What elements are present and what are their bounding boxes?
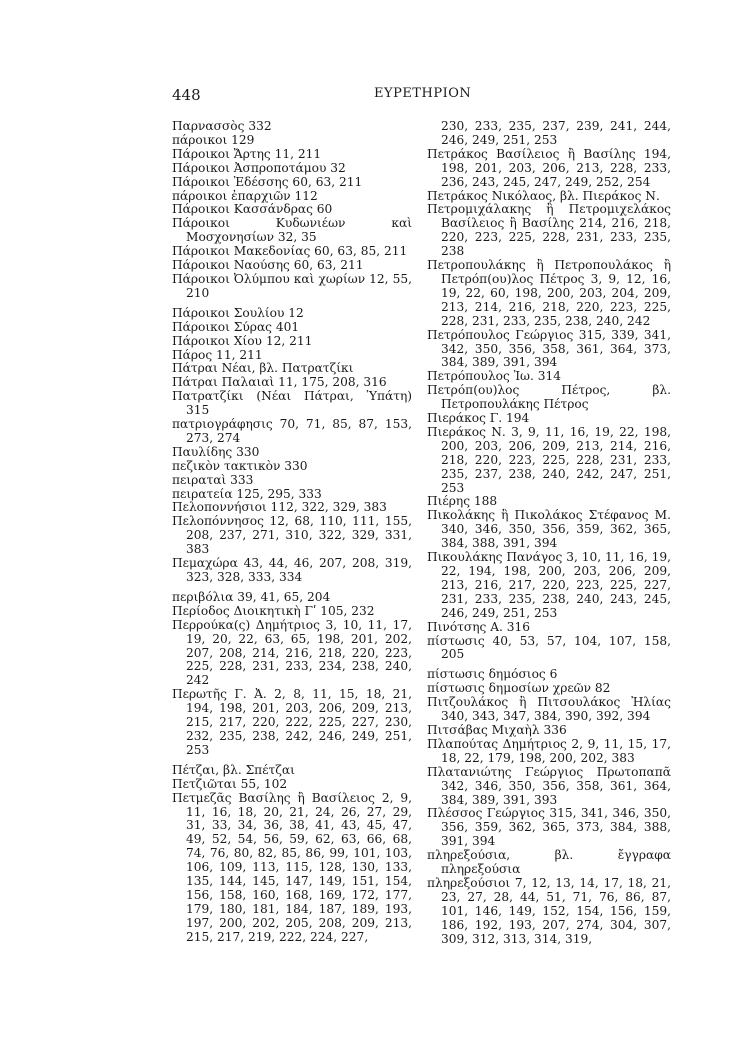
index-entry: Πετμεζᾶς Βασίλης ἢ Βασίλειος 2, 9, 11, 16, 18, 20, 21, 24, 26, 27, 29, 31, 33, 34, 36, 38, 41, 43, 45, 47, 49, 52, 54, 56, 59, 62, 63, 66, 68, 74, 76, 80, 82, 85, 86, 99, 101, 103, 106, 109, 113, 115, 128, 130, 133, 135, 144, 145, 147, 149, 151, 154, 156, 158, 160, 168, 169, 172, 177, 179, 180, 181, 184, 187, 189, 193, 197, 200, 202, 205, 208, 209, 213, 215, 217, 219, 222, 224, 227, <box>172 790 412 944</box>
index-entry: Πάροικοι Ἀσπροποτάμου 32 <box>172 160 346 175</box>
index-entry: Πιέρης 188 <box>427 494 498 509</box>
index-entry: Περρούκα(ς) Δημήτριος 3, 10, 11, 17, 19, 20, 22, 63, 65, 198, 201, 202, 207, 208, 214, 216, 218, 220, 223, 225, 228, 231, 233, 234, 238, 240, 242 <box>172 617 412 688</box>
index-entry: Πιεράκος Γ. 194 <box>427 411 530 426</box>
index-entry: Πάροικοι Μακεδονίας 60, 63, 85, 211 <box>172 244 408 259</box>
index-entry: Πετροπουλάκης ἢ Πετροπουλάκος ἢ Πετρόπ(ου)λος Πέτρος 3, 9, 12, 16, 19, 22, 60, 198, 200, 203, 204, 209, 213, 214, 216, 218, 220, 223, 225, 228, 231, 233, 235, 238, 240, 242 <box>427 258 671 328</box>
index-entry: πληρεξούσιοι 7, 12, 13, 14, 17, 18, 21, 23, 27, 28, 44, 51, 71, 76, 86, 87, 101, 146, 149, 152, 154, 156, 159, 186, 192, 193, 207, 274, 304, 307, 309, 312, 313, 314, 319, <box>427 875 671 946</box>
index-entry: Πλαπούτας Δημήτριος 2, 9, 11, 15, 17, 18, 22, 179, 198, 200, 202, 383 <box>427 736 671 765</box>
index-column-right <box>427 120 671 946</box>
index-entry: Πελοπόννησος 12, 68, 110, 111, 155, 208, 237, 271, 310, 322, 329, 331, 383 <box>172 514 412 557</box>
index-entry: Πάροικοι Σουλίου 12 <box>172 305 304 320</box>
index-entry: Πατρατζίκι (Νέαι Πάτραι, Ὑπάτη) 315 <box>172 389 412 418</box>
index-entry: πεζικὸν τακτικὸν 330 <box>172 458 308 473</box>
index-entry: Πινότσης Α. 316 <box>427 619 531 634</box>
index-entry: Πετρόπ(ου)λος Πέτρος, βλ. Πετροπουλάκης Πέτρος <box>427 383 671 412</box>
index-entry: Πέτζαι, βλ. Σπέτζαι <box>172 762 295 777</box>
index-entry: Πλατανιώτης Γεώργιος Πρωτοπαπᾶ 342, 346, 350, 356, 358, 361, 364, 384, 389, 391, 393 <box>427 764 671 807</box>
index-column-left <box>172 120 412 945</box>
index-entry: Πετράκος Νικόλαος, βλ. Πιεράκος Ν. <box>427 188 660 203</box>
page-header <box>172 86 652 106</box>
index-entry: Πιτζουλάκος ἢ Πιτσουλάκος Ἠλίας 340, 343, 347, 384, 390, 392, 394 <box>427 695 671 724</box>
index-entry: Περίοδος Διοικητικὴ Γʹ 105, 232 <box>172 603 375 618</box>
index-entry: πειρατεία 125, 295, 333 <box>172 486 322 501</box>
index-entry: 230, 233, 235, 237, 239, 241, 244, 246, 249, 251, 253 <box>441 119 671 147</box>
index-entry: Πετζιῶται 55, 102 <box>172 776 288 791</box>
index-entry: Πικολάκης ἢ Πικολάκος Στέφανος Μ. 340, 346, 350, 356, 359, 362, 365, 384, 388, 391, 394 <box>427 508 671 551</box>
index-entry: Πάτραι Παλαιαὶ 11, 175, 208, 316 <box>172 375 387 390</box>
index-entry: Περωτῆς Γ. Ἀ. 2, 8, 11, 15, 18, 21, 194, 198, 201, 203, 206, 209, 213, 215, 217, 220, 222, 225, 227, 230, 232, 235, 238, 242, 246, 249, 251, 253 <box>172 687 412 757</box>
index-entry: Πικουλάκης Πανάγος 3, 10, 11, 16, 19, 22, 194, 198, 200, 203, 206, 209, 213, 216, 217, 220, 223, 225, 227, 231, 233, 235, 238, 240, 243, 245, 246, 249, 251, 253 <box>427 550 671 620</box>
index-entry: Πάροικοι Χίου 12, 211 <box>172 333 313 348</box>
index-entry: Πλέσσος Γεώργιος 315, 341, 346, 350, 356, 359, 362, 365, 373, 384, 388, 391, 394 <box>427 806 671 849</box>
index-entry: Παρνασσὸς 332 <box>172 119 272 133</box>
index-entry: Πάροικοι Κασσάνδρας 60 <box>172 202 333 217</box>
index-entry: πατριογράφησις 70, 71, 85, 87, 153, 273, 274 <box>172 417 412 445</box>
index-entry: Πετρομιχάλακης ἢ Πετρομιχελάκος Βασίλειος ἢ Βασίλης 214, 216, 218, 220, 223, 225, 228, 231, 233, 235, 238 <box>427 202 671 259</box>
index-entry: περιβόλια 39, 41, 65, 204 <box>172 589 331 604</box>
index-entry: Πετράκος Βασίλειος ἢ Βασίλης 194, 198, 201, 203, 206, 213, 228, 233, 236, 243, 245, 247, 249, 252, 254 <box>427 146 671 189</box>
index-entry: Παυλίδης 330 <box>172 444 260 459</box>
index-entry: Πετρόπουλος Γεώργιος 315, 339, 341, 342, 350, 356, 358, 361, 364, 373, 384, 389, 391, 394 <box>427 327 671 370</box>
index-entry: Πάροικοι Ἐδέσσης 60, 63, 211 <box>172 174 363 189</box>
index-entry: Πάροικοι Σύρας 401 <box>172 319 300 334</box>
running-title: ΕΥΡΕΤΗΡΙΟΝ <box>374 86 472 101</box>
index-entry: Πάρος 11, 211 <box>172 347 263 362</box>
index-entry: πίστωσις δημόσιος 6 <box>427 667 558 682</box>
index-entry: Πιεράκος Ν. 3, 9, 11, 16, 19, 22, 198, 200, 203, 206, 209, 213, 214, 216, 218, 220, 223, 225, 228, 231, 233, 235, 237, 238, 240, 242, 247, 251, 253 <box>427 424 671 495</box>
index-entry: Πετρόπουλος Ἰω. 314 <box>427 369 562 384</box>
index-entry: πάροικοι ἐπαρχιῶν 112 <box>172 188 318 203</box>
index-entry: Πιτσάβας Μιχαὴλ 336 <box>427 722 567 737</box>
index-entry: Πάροικοι Κυδωνιέων καὶ Μοσχονησίων 32, 35 <box>172 216 412 245</box>
index-entry: πίστωσις 40, 53, 57, 104, 107, 158, 205 <box>427 633 671 662</box>
index-entry: Πάροικοι Ἄρτης 11, 211 <box>172 146 322 161</box>
page-number: 448 <box>172 86 201 104</box>
index-entry: Πάροικοι Ὀλύμπου καὶ χωρίων 12, 55, 210 <box>172 271 412 300</box>
index-entry: πειραταὶ 333 <box>172 472 254 487</box>
index-entry: Πάροικοι Ναούσης 60, 63, 211 <box>172 258 364 273</box>
index-entry: πίστωσις δημοσίων χρεῶν 82 <box>427 681 611 696</box>
index-entry: Πεμαχώρα 43, 44, 46, 207, 208, 319, 323, 328, 333, 334 <box>172 556 412 584</box>
index-entry: πληρεξούσια, βλ. ἔγγραφα πληρεξούσια <box>427 848 671 877</box>
index-entry: Πελοποννήσιοι 112, 322, 329, 383 <box>172 500 387 515</box>
index-entry: Πάτραι Νέαι, βλ. Πατρατζίκι <box>172 361 354 376</box>
index-entry: πάροικοι 129 <box>172 132 255 147</box>
